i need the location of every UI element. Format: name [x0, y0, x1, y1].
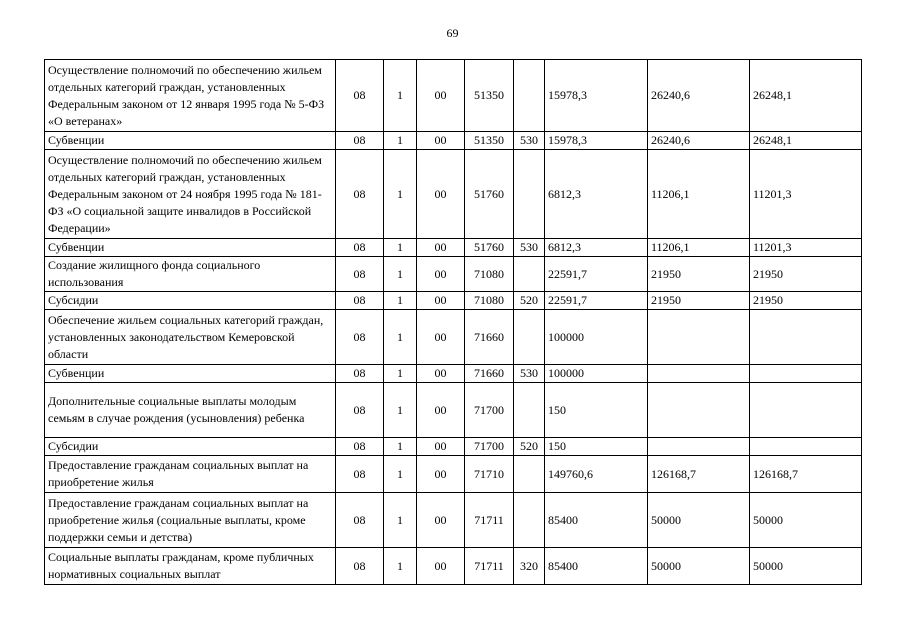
subsection-code: 1: [384, 456, 417, 493]
target-code: 71711: [465, 493, 514, 548]
section-code: 08: [336, 548, 384, 585]
target-code: 51760: [465, 150, 514, 239]
item-name: Субсидии: [45, 292, 336, 310]
table-body: [45, 60, 862, 585]
section-code: 08: [336, 493, 384, 548]
amount-year-2: 11206,1: [648, 239, 750, 257]
amount-year-1: 100000: [545, 365, 648, 383]
amount-year-3: 50000: [750, 493, 862, 548]
program-code: 00: [417, 257, 465, 292]
program-code: 00: [417, 239, 465, 257]
section-code: 08: [336, 438, 384, 456]
amount-year-3: 126168,7: [750, 456, 862, 493]
amount-year-1: 85400: [545, 493, 648, 548]
target-code: 71711: [465, 548, 514, 585]
target-code: 71700: [465, 383, 514, 438]
table-row: [45, 310, 862, 365]
amount-year-3: [750, 438, 862, 456]
amount-year-1: 150: [545, 438, 648, 456]
item-name: Предоставление гражданам социальных выплат на приобретение жилья: [45, 456, 336, 493]
amount-year-3: 21950: [750, 292, 862, 310]
item-name: Субсидии: [45, 438, 336, 456]
table-row: [45, 456, 862, 493]
subsection-code: 1: [384, 239, 417, 257]
program-code: 00: [417, 383, 465, 438]
section-code: 08: [336, 383, 384, 438]
program-code: 00: [417, 438, 465, 456]
table-row: [45, 383, 862, 438]
amount-year-3: [750, 310, 862, 365]
table-row: [45, 60, 862, 132]
amount-year-2: 26240,6: [648, 60, 750, 132]
target-code: 71660: [465, 365, 514, 383]
program-code: 00: [417, 150, 465, 239]
amount-year-2: 50000: [648, 548, 750, 585]
subsection-code: 1: [384, 383, 417, 438]
expense-type-code: [514, 493, 545, 548]
amount-year-3: [750, 383, 862, 438]
amount-year-3: [750, 365, 862, 383]
amount-year-2: 126168,7: [648, 456, 750, 493]
table-row: [45, 438, 862, 456]
amount-year-2: 21950: [648, 292, 750, 310]
amount-year-1: 22591,7: [545, 257, 648, 292]
item-name: Создание жилищного фонда социального использования: [45, 257, 336, 292]
program-code: 00: [417, 456, 465, 493]
table-row: [45, 150, 862, 239]
expense-type-code: 520: [514, 292, 545, 310]
amount-year-1: 100000: [545, 310, 648, 365]
amount-year-2: 11206,1: [648, 150, 750, 239]
expense-type-code: [514, 257, 545, 292]
item-name: Субвенции: [45, 365, 336, 383]
amount-year-2: [648, 310, 750, 365]
section-code: 08: [336, 310, 384, 365]
subsection-code: 1: [384, 60, 417, 132]
table-row: [45, 257, 862, 292]
item-name: Обеспечение жильем социальных категорий граждан, установленных законодательством Кемеровской области: [45, 310, 336, 365]
program-code: 00: [417, 310, 465, 365]
expense-type-code: [514, 456, 545, 493]
section-code: 08: [336, 257, 384, 292]
subsection-code: 1: [384, 132, 417, 150]
page-number: 69: [446, 26, 459, 40]
amount-year-1: 6812,3: [545, 239, 648, 257]
amount-year-1: 15978,3: [545, 132, 648, 150]
amount-year-2: 26240,6: [648, 132, 750, 150]
amount-year-3: 26248,1: [750, 60, 862, 132]
item-name: Субвенции: [45, 239, 336, 257]
amount-year-3: 50000: [750, 548, 862, 585]
amount-year-1: 6812,3: [545, 150, 648, 239]
target-code: 71710: [465, 456, 514, 493]
amount-year-2: 21950: [648, 257, 750, 292]
amount-year-2: 50000: [648, 493, 750, 548]
subsection-code: 1: [384, 438, 417, 456]
amount-year-3: 26248,1: [750, 132, 862, 150]
item-name: Осуществление полномочий по обеспечению жильем отдельных категорий граждан, установленных Федеральным законом от 12 января 1995 года № 5-ФЗ «О ветеранах»: [45, 60, 336, 132]
expense-type-code: 530: [514, 132, 545, 150]
program-code: 00: [417, 292, 465, 310]
program-code: 00: [417, 548, 465, 585]
table-row: [45, 239, 862, 257]
amount-year-2: [648, 438, 750, 456]
amount-year-1: 15978,3: [545, 60, 648, 132]
subsection-code: 1: [384, 493, 417, 548]
table-row: [45, 493, 862, 548]
target-code: 51760: [465, 239, 514, 257]
program-code: 00: [417, 60, 465, 132]
section-code: 08: [336, 456, 384, 493]
program-code: 00: [417, 493, 465, 548]
expense-type-code: [514, 60, 545, 132]
subsection-code: 1: [384, 150, 417, 239]
budget-table: [44, 59, 862, 585]
table-row: [45, 132, 862, 150]
subsection-code: 1: [384, 257, 417, 292]
item-name: Предоставление гражданам социальных выплат на приобретение жилья (социальные выплаты, кроме поддержки семьи и детства): [45, 493, 336, 548]
table-row: [45, 365, 862, 383]
amount-year-1: 85400: [545, 548, 648, 585]
section-code: 08: [336, 60, 384, 132]
amount-year-3: 11201,3: [750, 150, 862, 239]
target-code: 51350: [465, 132, 514, 150]
section-code: 08: [336, 150, 384, 239]
subsection-code: 1: [384, 365, 417, 383]
amount-year-1: 150: [545, 383, 648, 438]
expense-type-code: 320: [514, 548, 545, 585]
subsection-code: 1: [384, 292, 417, 310]
section-code: 08: [336, 132, 384, 150]
table-row: [45, 548, 862, 585]
subsection-code: 1: [384, 310, 417, 365]
item-name: Дополнительные социальные выплаты молодым семьям в случае рождения (усыновления) ребенка: [45, 383, 336, 438]
amount-year-3: 11201,3: [750, 239, 862, 257]
section-code: 08: [336, 292, 384, 310]
amount-year-3: 21950: [750, 257, 862, 292]
expense-type-code: [514, 383, 545, 438]
target-code: 51350: [465, 60, 514, 132]
program-code: 00: [417, 365, 465, 383]
target-code: 71080: [465, 292, 514, 310]
expense-type-code: 520: [514, 438, 545, 456]
table-row: [45, 292, 862, 310]
item-name: Социальные выплаты гражданам, кроме публичных нормативных социальных выплат: [45, 548, 336, 585]
amount-year-2: [648, 365, 750, 383]
section-code: 08: [336, 365, 384, 383]
expense-type-code: [514, 310, 545, 365]
target-code: 71080: [465, 257, 514, 292]
target-code: 71700: [465, 438, 514, 456]
expense-type-code: 530: [514, 239, 545, 257]
subsection-code: 1: [384, 548, 417, 585]
program-code: 00: [417, 132, 465, 150]
amount-year-1: 22591,7: [545, 292, 648, 310]
amount-year-2: [648, 383, 750, 438]
expense-type-code: [514, 150, 545, 239]
expense-type-code: 530: [514, 365, 545, 383]
section-code: 08: [336, 239, 384, 257]
item-name: Осуществление полномочий по обеспечению жильем отдельных категорий граждан, установленных Федеральным законом от 24 ноября 1995 года № 181-ФЗ «О социальной защите инвалидов в Российской Федерации»: [45, 150, 336, 239]
target-code: 71660: [465, 310, 514, 365]
item-name: Субвенции: [45, 132, 336, 150]
amount-year-1: 149760,6: [545, 456, 648, 493]
